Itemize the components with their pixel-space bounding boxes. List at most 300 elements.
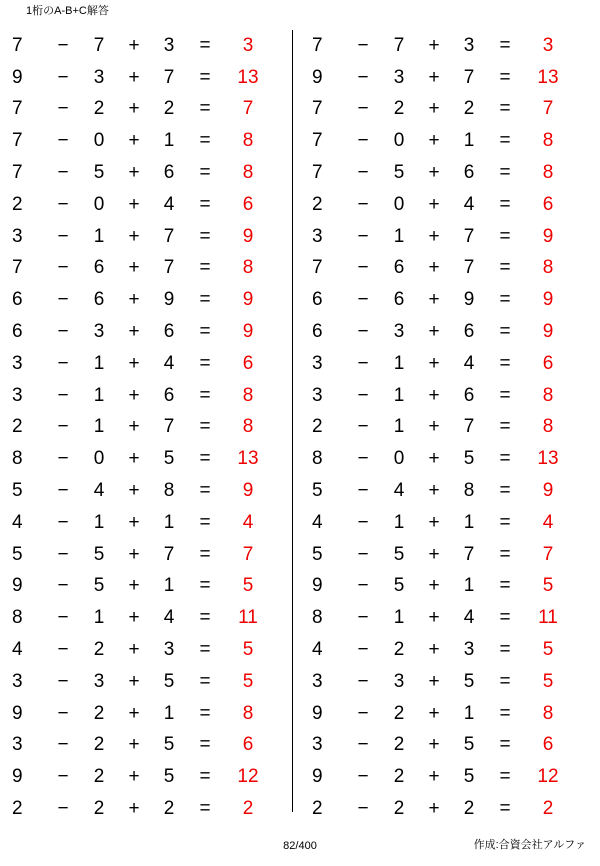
problem-row — [8, 412, 300, 444]
answer-value: 7 — [542, 98, 554, 120]
operand-b: 2 — [393, 766, 405, 788]
problem-row — [308, 62, 600, 94]
problem-row — [308, 634, 600, 666]
minus-sign: − — [57, 98, 69, 120]
answer-value: 8 — [542, 257, 554, 279]
operand-a: 8 — [312, 607, 323, 629]
minus-sign: − — [357, 98, 369, 120]
minus-sign: − — [357, 289, 369, 311]
plus-sign: + — [428, 162, 440, 184]
problem-column-left — [0, 30, 300, 820]
minus-sign: − — [357, 257, 369, 279]
plus-sign: + — [128, 734, 140, 756]
operand-b: 1 — [93, 511, 105, 533]
operand-b: 1 — [393, 352, 405, 374]
minus-sign: − — [57, 66, 69, 88]
answer-value: 5 — [242, 575, 254, 597]
operand-a: 9 — [312, 575, 323, 597]
problem-row — [308, 443, 600, 475]
operand-a: 4 — [12, 511, 23, 533]
operand-a: 7 — [12, 257, 23, 279]
problem-row — [8, 316, 300, 348]
answer-value: 4 — [542, 511, 554, 533]
plus-sign: + — [128, 257, 140, 279]
operand-c: 7 — [163, 543, 175, 565]
plus-sign: + — [128, 416, 140, 438]
problem-row — [308, 253, 600, 285]
problem-row — [308, 602, 600, 634]
answer-value: 9 — [242, 480, 254, 502]
minus-sign: − — [57, 448, 69, 470]
answer-value: 8 — [242, 130, 254, 152]
minus-sign: − — [57, 639, 69, 661]
minus-sign: − — [57, 607, 69, 629]
operand-b: 6 — [393, 257, 405, 279]
operand-a: 7 — [312, 98, 323, 120]
problem-row — [8, 157, 300, 189]
operand-c: 7 — [163, 416, 175, 438]
plus-sign: + — [128, 225, 140, 247]
equals-sign: = — [499, 575, 511, 597]
operand-a: 2 — [312, 193, 323, 215]
equals-sign: = — [499, 384, 511, 406]
problem-row — [8, 253, 300, 285]
operand-c: 9 — [163, 289, 175, 311]
operand-a: 3 — [312, 384, 323, 406]
problem-row — [8, 284, 300, 316]
answer-value: 4 — [242, 511, 254, 533]
operand-b: 1 — [393, 384, 405, 406]
operand-a: 7 — [312, 162, 323, 184]
answer-value: 6 — [542, 352, 554, 374]
problem-row — [8, 698, 300, 730]
operand-a: 7 — [12, 130, 23, 152]
plus-sign: + — [128, 98, 140, 120]
equals-sign: = — [499, 798, 511, 820]
minus-sign: − — [357, 352, 369, 374]
operand-c: 1 — [163, 130, 175, 152]
plus-sign: + — [428, 670, 440, 692]
operand-a: 9 — [12, 702, 23, 724]
minus-sign: − — [357, 670, 369, 692]
problem-row — [308, 666, 600, 698]
answer-value: 3 — [542, 34, 554, 56]
plus-sign: + — [128, 130, 140, 152]
equals-sign: = — [199, 639, 211, 661]
operand-b: 5 — [93, 575, 105, 597]
answer-value: 13 — [237, 66, 259, 88]
operand-a: 8 — [12, 448, 23, 470]
equals-sign: = — [199, 448, 211, 470]
answer-value: 13 — [237, 448, 259, 470]
answer-value: 9 — [542, 289, 554, 311]
minus-sign: − — [357, 798, 369, 820]
operand-a: 7 — [12, 98, 23, 120]
operand-b: 1 — [93, 225, 105, 247]
plus-sign: + — [128, 639, 140, 661]
problem-row — [308, 507, 600, 539]
plus-sign: + — [428, 225, 440, 247]
operand-a: 3 — [312, 734, 323, 756]
plus-sign: + — [128, 480, 140, 502]
operand-b: 2 — [93, 98, 105, 120]
minus-sign: − — [57, 34, 69, 56]
minus-sign: − — [357, 225, 369, 247]
equals-sign: = — [499, 416, 511, 438]
equals-sign: = — [499, 130, 511, 152]
operand-c: 9 — [463, 289, 475, 311]
equals-sign: = — [199, 193, 211, 215]
answer-value: 13 — [537, 448, 559, 470]
operand-c: 6 — [163, 384, 175, 406]
operand-c: 5 — [163, 448, 175, 470]
operand-b: 1 — [393, 225, 405, 247]
minus-sign: − — [357, 416, 369, 438]
answer-value: 6 — [242, 352, 254, 374]
plus-sign: + — [428, 607, 440, 629]
operand-b: 5 — [393, 575, 405, 597]
operand-a: 3 — [12, 670, 23, 692]
operand-a: 7 — [312, 34, 323, 56]
problem-row — [8, 221, 300, 253]
equals-sign: = — [499, 639, 511, 661]
plus-sign: + — [428, 193, 440, 215]
operand-c: 6 — [463, 321, 475, 343]
equals-sign: = — [499, 66, 511, 88]
problem-row — [308, 125, 600, 157]
equals-sign: = — [199, 130, 211, 152]
problem-row — [8, 94, 300, 126]
minus-sign: − — [357, 543, 369, 565]
operand-b: 2 — [93, 639, 105, 661]
minus-sign: − — [57, 384, 69, 406]
operand-a: 6 — [12, 289, 23, 311]
problem-row — [308, 539, 600, 571]
operand-b: 7 — [93, 34, 105, 56]
plus-sign: + — [128, 162, 140, 184]
minus-sign: − — [357, 162, 369, 184]
operand-c: 2 — [163, 98, 175, 120]
plus-sign: + — [128, 34, 140, 56]
operand-a: 3 — [312, 225, 323, 247]
operand-b: 1 — [93, 352, 105, 374]
equals-sign: = — [199, 321, 211, 343]
problem-row — [8, 539, 300, 571]
plus-sign: + — [128, 702, 140, 724]
equals-sign: = — [499, 193, 511, 215]
operand-c: 8 — [163, 480, 175, 502]
operand-c: 8 — [463, 480, 475, 502]
operand-c: 7 — [463, 66, 475, 88]
answer-value: 8 — [242, 384, 254, 406]
operand-c: 4 — [163, 607, 175, 629]
problem-column-right — [300, 30, 600, 820]
plus-sign: + — [428, 543, 440, 565]
answer-value: 5 — [242, 639, 254, 661]
problem-row — [8, 634, 300, 666]
operand-b: 1 — [393, 511, 405, 533]
operand-c: 3 — [163, 639, 175, 661]
operand-c: 5 — [463, 734, 475, 756]
answer-value: 7 — [242, 98, 254, 120]
plus-sign: + — [128, 766, 140, 788]
problem-row — [8, 30, 300, 62]
minus-sign: − — [357, 607, 369, 629]
plus-sign: + — [128, 798, 140, 820]
minus-sign: − — [57, 575, 69, 597]
operand-a: 6 — [312, 321, 323, 343]
operand-c: 1 — [163, 511, 175, 533]
answer-value: 8 — [242, 702, 254, 724]
minus-sign: − — [57, 162, 69, 184]
minus-sign: − — [357, 321, 369, 343]
answer-value: 7 — [242, 543, 254, 565]
minus-sign: − — [357, 702, 369, 724]
operand-b: 0 — [393, 130, 405, 152]
operand-b: 0 — [93, 130, 105, 152]
operand-c: 6 — [463, 162, 475, 184]
equals-sign: = — [199, 798, 211, 820]
problem-row — [308, 30, 600, 62]
problem-row — [8, 125, 300, 157]
problem-row — [8, 793, 300, 825]
operand-b: 5 — [393, 543, 405, 565]
operand-b: 2 — [93, 734, 105, 756]
footer-credit: 作成:合資会社アルファ — [473, 839, 586, 851]
operand-b: 1 — [93, 416, 105, 438]
plus-sign: + — [428, 289, 440, 311]
operand-a: 3 — [12, 225, 23, 247]
minus-sign: − — [357, 384, 369, 406]
operand-b: 2 — [393, 98, 405, 120]
equals-sign: = — [199, 352, 211, 374]
answer-value: 6 — [242, 193, 254, 215]
problem-row — [8, 602, 300, 634]
operand-c: 5 — [163, 734, 175, 756]
problem-row — [8, 507, 300, 539]
equals-sign: = — [499, 448, 511, 470]
equals-sign: = — [499, 321, 511, 343]
operand-b: 3 — [93, 66, 105, 88]
operand-c: 1 — [163, 575, 175, 597]
operand-a: 2 — [312, 416, 323, 438]
problem-row — [8, 380, 300, 412]
operand-a: 8 — [12, 607, 23, 629]
operand-a: 2 — [12, 416, 23, 438]
minus-sign: − — [357, 448, 369, 470]
operand-b: 0 — [393, 448, 405, 470]
operand-b: 2 — [393, 734, 405, 756]
answer-value: 11 — [238, 607, 258, 629]
minus-sign: − — [357, 511, 369, 533]
problem-row — [308, 793, 600, 825]
operand-a: 9 — [312, 66, 323, 88]
operand-b: 6 — [93, 289, 105, 311]
answer-value: 13 — [537, 66, 559, 88]
answer-value: 7 — [542, 543, 554, 565]
problem-row — [8, 666, 300, 698]
answer-value: 12 — [537, 766, 559, 788]
operand-b: 2 — [93, 702, 105, 724]
answer-value: 5 — [542, 670, 554, 692]
operand-a: 9 — [312, 702, 323, 724]
minus-sign: − — [357, 480, 369, 502]
operand-a: 4 — [312, 511, 323, 533]
operand-c: 3 — [163, 34, 175, 56]
operand-c: 4 — [163, 193, 175, 215]
equals-sign: = — [199, 162, 211, 184]
problem-row — [308, 730, 600, 762]
operand-b: 3 — [393, 670, 405, 692]
minus-sign: − — [57, 257, 69, 279]
operand-c: 6 — [463, 384, 475, 406]
operand-c: 4 — [463, 352, 475, 374]
minus-sign: − — [57, 416, 69, 438]
plus-sign: + — [428, 798, 440, 820]
problem-row — [308, 284, 600, 316]
answer-value: 9 — [242, 289, 254, 311]
equals-sign: = — [199, 34, 211, 56]
operand-b: 2 — [393, 639, 405, 661]
problem-row — [8, 761, 300, 793]
minus-sign: − — [357, 766, 369, 788]
equals-sign: = — [499, 257, 511, 279]
answer-value: 2 — [242, 798, 254, 820]
operand-b: 6 — [393, 289, 405, 311]
answer-value: 3 — [242, 34, 254, 56]
plus-sign: + — [128, 289, 140, 311]
operand-c: 4 — [463, 607, 475, 629]
answer-value: 2 — [542, 798, 554, 820]
operand-c: 3 — [463, 639, 475, 661]
minus-sign: − — [57, 670, 69, 692]
minus-sign: − — [57, 480, 69, 502]
operand-b: 6 — [93, 257, 105, 279]
operand-a: 2 — [12, 193, 23, 215]
operand-c: 7 — [463, 225, 475, 247]
equals-sign: = — [499, 766, 511, 788]
equals-sign: = — [199, 225, 211, 247]
minus-sign: − — [357, 734, 369, 756]
equals-sign: = — [199, 607, 211, 629]
equals-sign: = — [499, 162, 511, 184]
problem-row — [308, 475, 600, 507]
operand-a: 3 — [312, 670, 323, 692]
equals-sign: = — [499, 480, 511, 502]
operand-a: 9 — [12, 575, 23, 597]
answer-value: 9 — [242, 321, 254, 343]
problem-row — [8, 475, 300, 507]
operand-c: 5 — [463, 448, 475, 470]
plus-sign: + — [428, 352, 440, 374]
operand-c: 5 — [163, 670, 175, 692]
plus-sign: + — [128, 607, 140, 629]
answer-value: 8 — [542, 416, 554, 438]
operand-a: 9 — [312, 766, 323, 788]
minus-sign: − — [357, 575, 369, 597]
minus-sign: − — [57, 798, 69, 820]
operand-b: 5 — [93, 543, 105, 565]
equals-sign: = — [199, 575, 211, 597]
operand-a: 7 — [12, 34, 23, 56]
operand-a: 5 — [312, 543, 323, 565]
equals-sign: = — [499, 225, 511, 247]
equals-sign: = — [499, 98, 511, 120]
operand-c: 2 — [163, 798, 175, 820]
operand-c: 6 — [163, 321, 175, 343]
operand-a: 5 — [312, 480, 323, 502]
problem-row — [308, 412, 600, 444]
operand-c: 1 — [163, 702, 175, 724]
answer-value: 8 — [242, 416, 254, 438]
operand-a: 3 — [12, 384, 23, 406]
operand-c: 3 — [463, 34, 475, 56]
operand-b: 0 — [93, 193, 105, 215]
answer-value: 11 — [538, 607, 558, 629]
operand-a: 6 — [12, 321, 23, 343]
operand-c: 1 — [463, 575, 475, 597]
problem-row — [308, 94, 600, 126]
minus-sign: − — [57, 511, 69, 533]
equals-sign: = — [199, 702, 211, 724]
equals-sign: = — [199, 66, 211, 88]
operand-a: 7 — [12, 162, 23, 184]
equals-sign: = — [499, 607, 511, 629]
operand-b: 2 — [393, 702, 405, 724]
operand-c: 4 — [163, 352, 175, 374]
equals-sign: = — [499, 34, 511, 56]
operand-b: 1 — [393, 416, 405, 438]
plus-sign: + — [428, 66, 440, 88]
plus-sign: + — [128, 543, 140, 565]
operand-c: 2 — [463, 98, 475, 120]
operand-c: 1 — [463, 511, 475, 533]
plus-sign: + — [428, 511, 440, 533]
plus-sign: + — [128, 193, 140, 215]
problem-row — [8, 443, 300, 475]
answer-value: 5 — [542, 639, 554, 661]
answer-value: 12 — [237, 766, 259, 788]
answer-value: 8 — [242, 162, 254, 184]
answer-value: 5 — [542, 575, 554, 597]
plus-sign: + — [428, 34, 440, 56]
answer-value: 9 — [242, 225, 254, 247]
operand-b: 0 — [393, 193, 405, 215]
page-number: 82/400 — [283, 840, 317, 852]
operand-c: 5 — [463, 766, 475, 788]
answer-value: 8 — [242, 257, 254, 279]
plus-sign: + — [428, 130, 440, 152]
operand-a: 8 — [312, 448, 323, 470]
minus-sign: − — [57, 543, 69, 565]
problem-row — [308, 189, 600, 221]
operand-b: 2 — [93, 766, 105, 788]
equals-sign: = — [499, 543, 511, 565]
minus-sign: − — [57, 702, 69, 724]
operand-a: 2 — [12, 798, 23, 820]
plus-sign: + — [128, 352, 140, 374]
answer-value: 9 — [542, 321, 554, 343]
operand-a: 9 — [12, 766, 23, 788]
operand-a: 7 — [312, 257, 323, 279]
answer-value: 9 — [542, 480, 554, 502]
operand-a: 2 — [312, 798, 323, 820]
plus-sign: + — [128, 321, 140, 343]
plus-sign: + — [128, 511, 140, 533]
operand-c: 7 — [163, 257, 175, 279]
equals-sign: = — [199, 766, 211, 788]
problem-row — [8, 348, 300, 380]
